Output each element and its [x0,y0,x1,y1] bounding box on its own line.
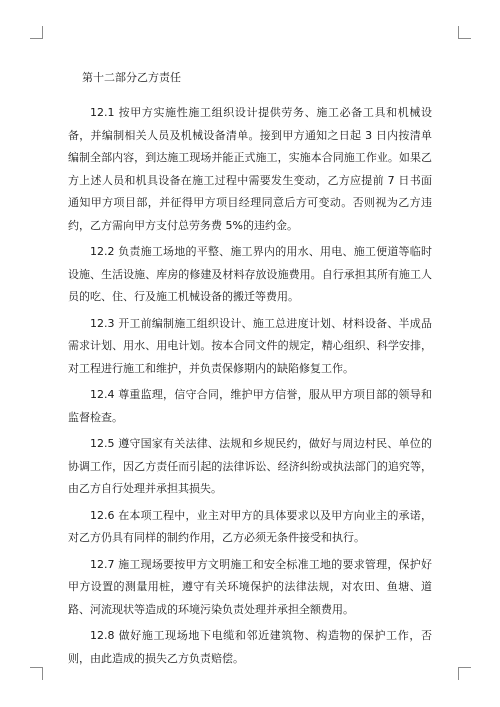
crop-mark-top-left [30,26,43,39]
clause-12-4: 12.4 尊重监理，信守合同，维护甲方信誉，服从甲方项目部的领导和监督检查。 [68,388,432,424]
clause-12-1: 12.1 按甲方实施性施工组织设计提供劳务、施工必备工具和机械设备，并编制相关人员及机械设备清单。接到甲方通知之日起 3 日内按清单编制全部内容，到达施工现场并能正式施工，实施本合同施工作业。如果乙方上述人员和机具设备在施工过程中需要发生变动，乙方应提前 7 日书面通知甲方项目部，并征得甲方项目经理同意后方可变动。否则视为乙方违约，乙方需向甲方支付总劳务费 5%的违约金。 [68,106,432,232]
clause-12-3: 12.3 开工前编制施工组织设计、施工总进度计划、材料设备、半成品需求计划、用水、用电计划。按本合同文件的规定，精心组织、科学安排，对工程进行施工和维护，并负责保修期内的缺陷修复工作。 [68,316,432,375]
crop-mark-bottom-right [458,667,471,680]
clause-12-6: 12.6 在本项工程中，业主对甲方的具体要求以及甲方向业主的承诺，对乙方仍具有同样的制约作用，乙方必须无条件接受和执行。 [68,508,432,544]
clause-12-7: 12.7 施工现场要按甲方文明施工和安全标准工地的要求管理，保护好甲方设置的测量用桩，遵守有关环境保护的法律法规，对农田、鱼塘、道路、河流现状等造成的环境污染负责处理并承担全额费用。 [68,557,432,616]
crop-mark-bottom-left [30,667,43,680]
clause-12-2: 12.2 负责施工场地的平整、施工界内的用水、用电、施工便道等临时设施、生活设施、库房的修建及材料存放设施费用。自行承担其所有施工人员的吃、住、行及施工机械设备的搬迁等费用。 [68,245,432,303]
crop-mark-top-right [458,26,471,39]
document-body [68,70,432,674]
clause-12-5: 12.5 遵守国家有关法律、法规和乡规民约，做好与周边村民、单位的协调工作，因乙方责任而引起的法律诉讼、经济纠纷或执法部门的追究等，由乙方自行处理并承担其损失。 [68,437,432,495]
clause-12-8: 12.8 做好施工现场地下电缆和邻近建筑物、构造物的保护工作，否则，由此造成的损失乙方负责赔偿。 [68,629,432,665]
section-title: 第十二部分乙方责任 [82,71,181,84]
